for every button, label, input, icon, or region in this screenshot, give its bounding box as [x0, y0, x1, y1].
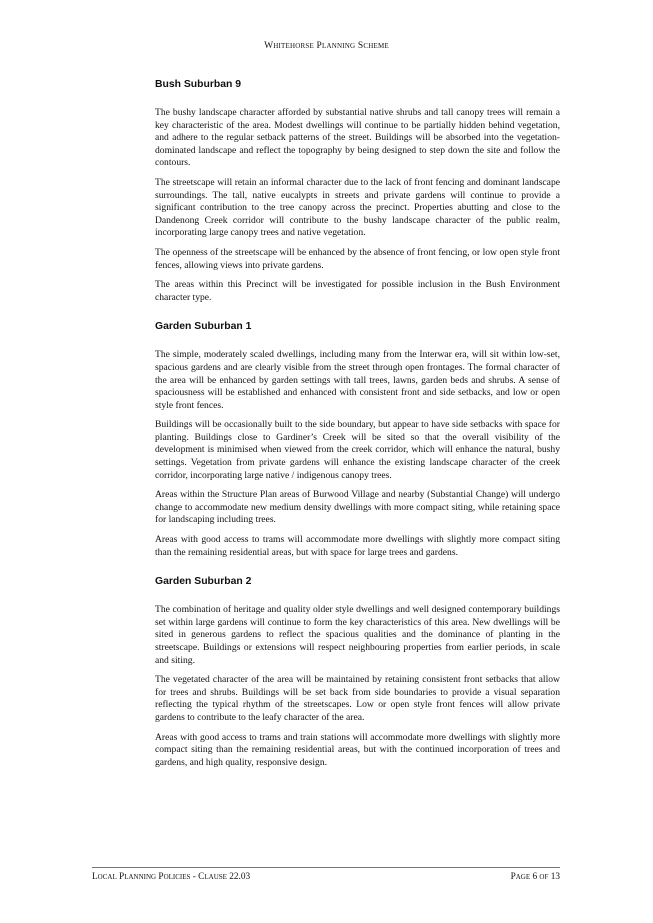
paragraph: The vegetated character of the area will be maintained by retaining consistent front setbacks that allow for trees and shrubs. Buildings will be set back from side boundaries to provide a visual separation reflecting the typical rhythm of the streetscapes. Low or open style front fences will allow private gardens to contribute to the leafy character of the area. — [155, 674, 560, 723]
paragraph: Buildings will be occasionally built to the side boundary, but appear to have side setbacks with space for planting. Buildings close to Gardiner’s Creek will be sited so that the overall visibility of the development is minimised when viewed from the creek corridor, which will enhance the natural, bushy settings. Vegetation from private gardens will enhance the existing landscape character of the creek corridor, incorporating large native / indigenous canopy trees. — [155, 419, 560, 481]
section-heading: Bush Suburban 9 — [155, 79, 242, 90]
section-garden-suburban-2 — [155, 575, 560, 769]
page-header: Whitehorse Planning Scheme — [264, 41, 389, 51]
section-garden-suburban-1 — [155, 320, 560, 559]
paragraph: The bushy landscape character afforded by substantial native shrubs and tall canopy trees will remain a key characteristic of the area. Modest dwellings will continue to be partially hidden behind vegetation, and adhere to the regular setback patterns of the street. Buildings will be absorbed into the vegetation-dominated landscape and reflect the topography by being designed to step down the site and follow the contours. — [155, 107, 560, 169]
paragraph: The streetscape will retain an informal character due to the lack of front fencing and dominant landscape surroundings. The tall, native eucalypts in streets and private gardens will continue to provide a significant contribution to the tree canopy across the precinct. Properties abutting and close to the Dandenong Creek corridor will contribute to the bushy landscape character of the public realm, incorporating large canopy trees and native vegetation. — [155, 176, 560, 239]
paragraph: The combination of heritage and quality older style dwellings and well designed contemporary buildings set within large gardens will continue to form the key characteristics of this area. New dwellings will be sited in generous gardens to reflect the spacious qualities and the dominance of planting in the streetscape. Buildings or extensions will respect neighbouring properties from earlier periods, in scale and siting. — [155, 604, 560, 666]
footer-divider — [92, 867, 560, 868]
footer-clause: Local Planning Policies - Clause 22.03 — [92, 872, 251, 882]
paragraph: Areas with good access to trams and train stations will accommodate more dwellings with slightly more compact siting than the remaining residential areas, but with the continued incorporation of trees and gardens, and high quality, responsive design. — [155, 731, 560, 768]
footer-page-number: Page 6 of 13 — [510, 872, 560, 882]
section-heading: Garden Suburban 1 — [155, 321, 252, 333]
paragraph: The openness of the streetscape will be enhanced by the absence of front fencing, or low open style front fences, allowing views into private gardens. — [155, 246, 560, 271]
section-bush-suburban-9 — [155, 78, 560, 304]
document-body — [155, 78, 560, 776]
paragraph: Areas with good access to trams will accommodate more dwellings with slightly more compact siting than the remaining residential areas, but with space for large trees and gardens. — [155, 534, 560, 558]
paragraph: The areas within this Precinct will be investigated for possible inclusion in the Bush Environment character type. — [155, 279, 560, 303]
section-heading: Garden Suburban 2 — [155, 576, 252, 588]
paragraph: Areas within the Structure Plan areas of Burwood Village and nearby (Substantial Change) will undergo change to accommodate new medium density dwellings with more compact siting, while retaining space for landscaping including trees. — [155, 489, 560, 526]
paragraph: The simple, moderately scaled dwellings, including many from the Interwar era, will sit within low-set, spacious gardens and are clearly visible from the street through open frontages. The formal character of the area will be enhanced by garden settings with tall trees, lawns, garden beds and shrubs. A sense of spaciousness will be established and enhanced with consistent front and side setbacks, and low or open style front fences. — [155, 349, 560, 411]
